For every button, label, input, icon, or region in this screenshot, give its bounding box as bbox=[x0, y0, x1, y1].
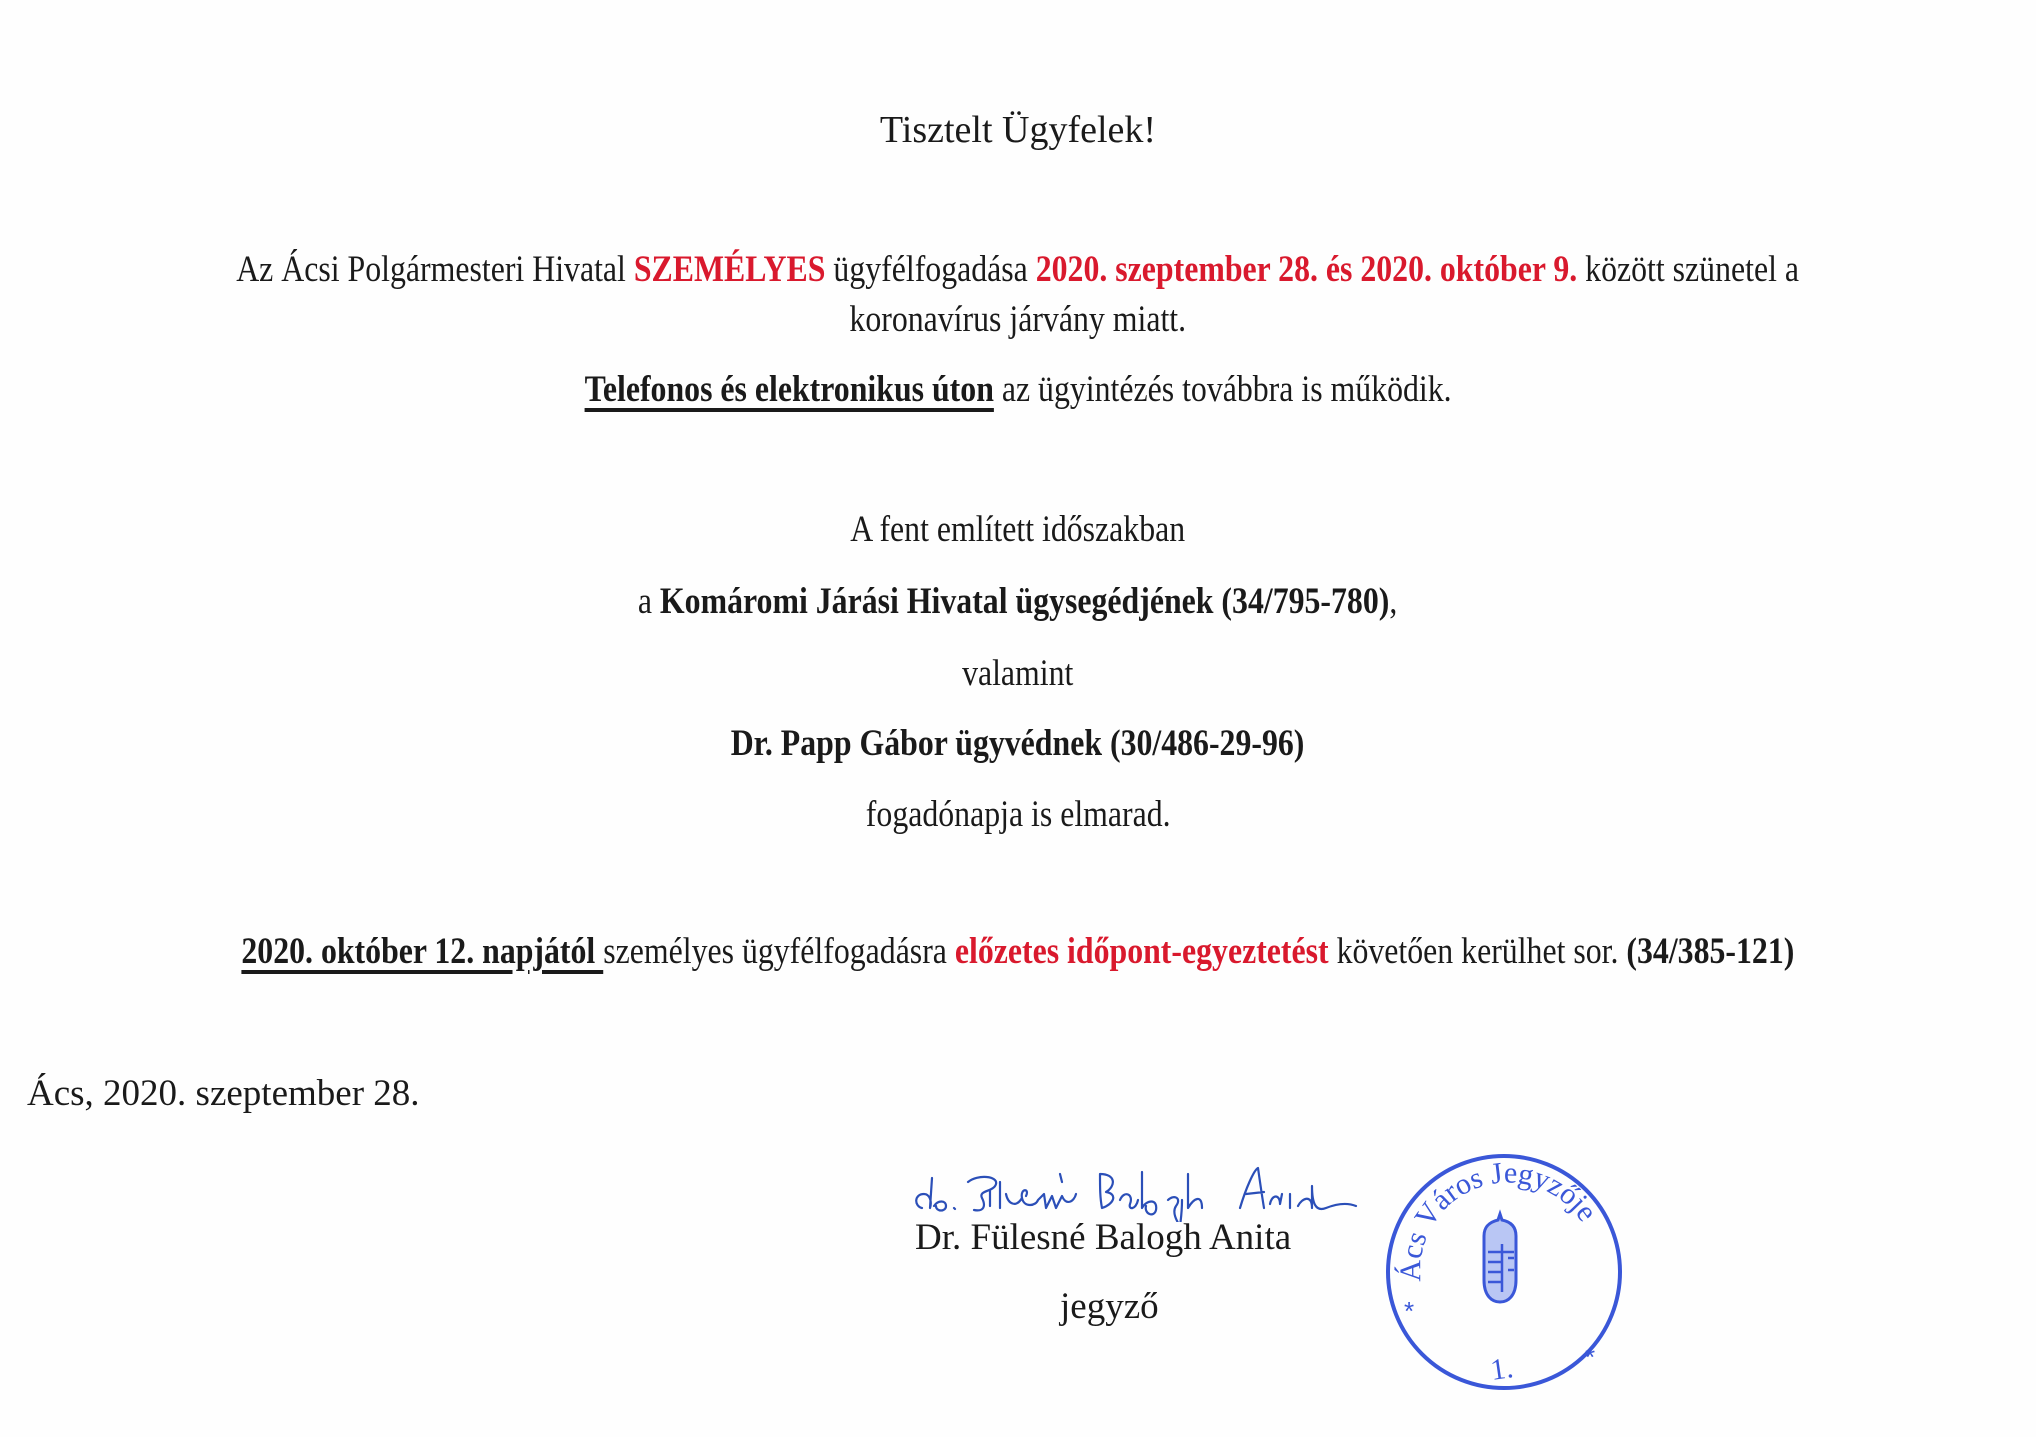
greeting: Tisztelt Ügyfelek! bbox=[879, 109, 1157, 151]
stamp-star-left: * bbox=[1404, 1296, 1415, 1326]
paragraph-closure-line2: koronavírus járvány miatt. bbox=[849, 299, 1187, 340]
highlight-reopen-date: 2020. október 12. napjától bbox=[241, 931, 604, 972]
paragraph-line-period: A fent említett időszakban bbox=[850, 509, 1186, 550]
coat-of-arms-icon bbox=[1484, 1214, 1516, 1302]
paragraph-line-lawyer: Dr. Papp Gábor ügyvédnek (30/486-29-96) bbox=[731, 723, 1305, 764]
highlight-remote: Telefonos és elektronikus úton bbox=[584, 369, 994, 410]
highlight-dates: 2020. szeptember 28. és 2020. október 9. bbox=[1036, 249, 1578, 290]
paragraph-line-cancelled: fogadónapja is elmarad. bbox=[865, 794, 1171, 835]
paragraph-closure: Az Ácsi Polgármesteri Hivatal SZEMÉLYES ügyfélfogadása 2020. szeptember 28. és 2020. október 9. között szünetel a bbox=[236, 249, 1800, 290]
paragraph-line-also: valamint bbox=[962, 653, 1074, 694]
paragraph-reopening: 2020. október 12. napjától személyes ügyfélfogadásra előzetes időpont-egyeztetést követően kerülhet sor. (34/385-121) bbox=[241, 931, 1795, 972]
paragraph-remote: Telefonos és elektronikus úton az ügyintézés továbbra is működik. bbox=[584, 369, 1452, 410]
highlight-appointment: előzetes időpont-egyeztetést bbox=[955, 931, 1329, 972]
stamp-number: 1. bbox=[1488, 1351, 1516, 1387]
handwritten-signature bbox=[910, 1160, 1410, 1222]
stamp-star-right: * bbox=[1585, 1342, 1596, 1372]
highlight-personal: SZEMÉLYES bbox=[634, 249, 826, 290]
official-stamp bbox=[1380, 1148, 1630, 1398]
paragraph-line-office: a Komáromi Járási Hivatal ügysegédjének (34/795-780), bbox=[638, 581, 1398, 622]
stamp-text: Ács Város Jegyzője bbox=[1394, 1156, 1604, 1282]
appointment-phone: (34/385-121) bbox=[1626, 931, 1795, 972]
signatory-name: Dr. Fülesné Balogh Anita bbox=[915, 1217, 1292, 1258]
signatory-title: jegyző bbox=[1060, 1286, 1159, 1327]
place-date: Ács, 2020. szeptember 28. bbox=[27, 1073, 420, 1114]
